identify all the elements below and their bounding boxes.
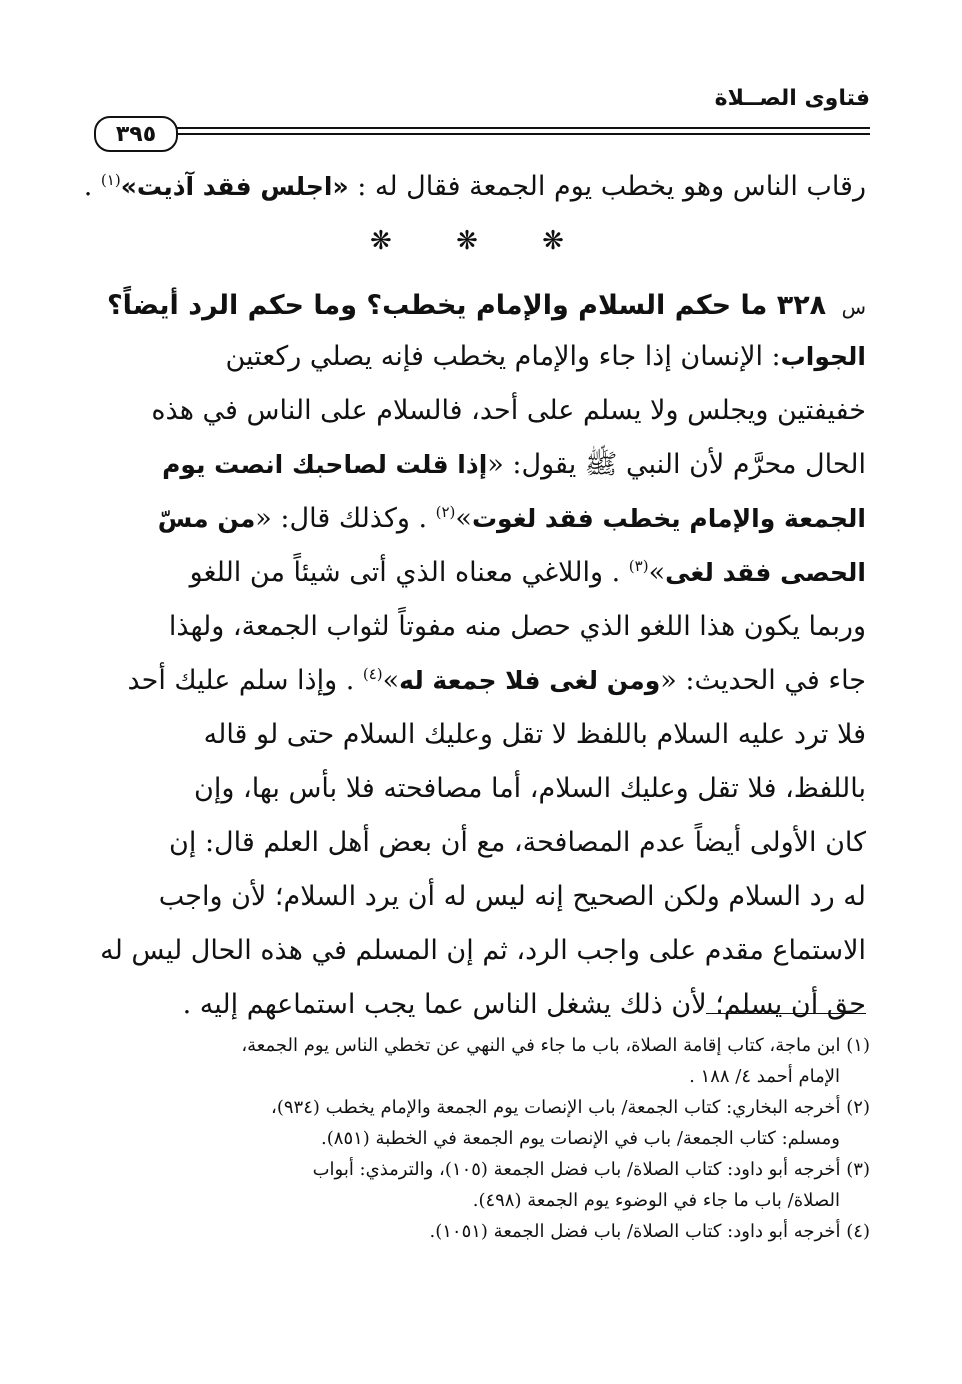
- text-line: الاستماع مقدم على واجب الرد، ثم إن المسلم في هذه الحال ليس له: [100, 935, 866, 966]
- section-separator: ❋ ❋ ❋: [370, 226, 592, 256]
- footnotes: [112, 1030, 870, 1247]
- footnote-4: (٤) أخرجه أبو داود: كتاب الصلاة/ باب فضل الجمعة (١٠٥١).: [429, 1221, 870, 1242]
- header-rule-top: [170, 127, 870, 129]
- answer-paragraph: [100, 330, 866, 1032]
- header-rule-bottom: [170, 133, 870, 135]
- footnote-ref: (٣): [628, 557, 649, 575]
- question-heading: [107, 278, 866, 334]
- text-line: الجمعة والإمام يخطب فقد لغوت»$^{(٢)}$ . وكذلك قال: «من مسّ: [157, 503, 866, 534]
- text-line: حق أن يسلم؛ لأن ذلك يشغل الناس عما يجب استماعهم إليه .: [182, 989, 866, 1020]
- intro-paragraph: [83, 160, 866, 214]
- text-line: باللفظ، فلا تقل وعليك السلام، أما مصافحته فلا بأس بها، وإن: [194, 773, 866, 804]
- text-line: الجواب: الإنسان إذا جاء والإمام يخطب فإنه يصلي ركعتين: [225, 341, 866, 372]
- footnote-2-continued: ومسلم: كتاب الجمعة/ باب في الإنصات يوم الجمعة في الخطبة (٨٥١).: [321, 1128, 840, 1149]
- text-line: جاء في الحديث: «ومن لغى فلا جمعة له»$^{(٤)}$ . وإذا سلم عليك أحد: [127, 665, 866, 696]
- text-line: فلا ترد عليه السلام باللفظ لا تقل وعليك السلام حتى لو قاله: [203, 719, 866, 750]
- footnote-1: (١) ابن ماجة، كتاب إقامة الصلاة، باب ما جاء في النهي عن تخطي الناس يوم الجمعة،: [241, 1035, 870, 1056]
- question-number: ٣٢٨: [776, 290, 827, 321]
- text-line: رقاب الناس وهو يخطب يوم الجمعة فقال له : «اجلس فقد آذيت»$^{(١)}$ .: [83, 171, 866, 202]
- footnote-1-continued: الإمام أحمد ٤/ ١٨٨ .: [689, 1066, 840, 1087]
- footnote-ref: (٢): [435, 503, 456, 521]
- question-text: ما حكم السلام والإمام يخطب؟ وما حكم الرد أيضاً؟: [107, 290, 768, 321]
- text-line: الحصى فقد لغى»$^{(٣)}$ . واللاغي معناه الذي أتى شيئاً من اللغو: [189, 557, 866, 588]
- text-line: الحال محرَّم لأن النبي ﷺ يقول: «إذا قلت لصاحبك انصت يوم: [162, 449, 866, 480]
- text-line: وربما يكون هذا اللغو الذي حصل منه مفوتاً لثواب الجمعة، ولهذا: [168, 611, 866, 642]
- page-number: ٣٩٥: [94, 116, 178, 152]
- footnote-3-continued: الصلاة/ باب ما جاء في الوضوء يوم الجمعة (٤٩٨).: [472, 1190, 840, 1211]
- footnote-2: (٢) أخرجه البخاري: كتاب الجمعة/ باب الإنصات يوم الجمعة والإمام يخطب (٩٣٤)،: [271, 1097, 870, 1118]
- text-line: له رد السلام ولكن الصحيح إنه ليس له أن يرد السلام؛ لأن واجب: [158, 881, 866, 912]
- footnote-ref: (١): [100, 171, 121, 189]
- question-marker: س: [841, 295, 866, 319]
- text-line: كان الأولى أيضاً عدم المصافحة، مع أن بعض أهل العلم قال: إن: [169, 827, 866, 858]
- text-line: خفيفتين ويجلس ولا يسلم على أحد، فالسلام على الناس في هذه: [151, 395, 866, 426]
- footnote-ref: (٤): [362, 665, 383, 683]
- footnote-rule: [706, 1013, 866, 1014]
- footnote-3: (٣) أخرجه أبو داود: كتاب الصلاة/ باب فضل الجمعة (١٠٥)، والترمذي: أبواب: [312, 1159, 870, 1180]
- running-title: فتاوى الصــلاة: [714, 86, 870, 111]
